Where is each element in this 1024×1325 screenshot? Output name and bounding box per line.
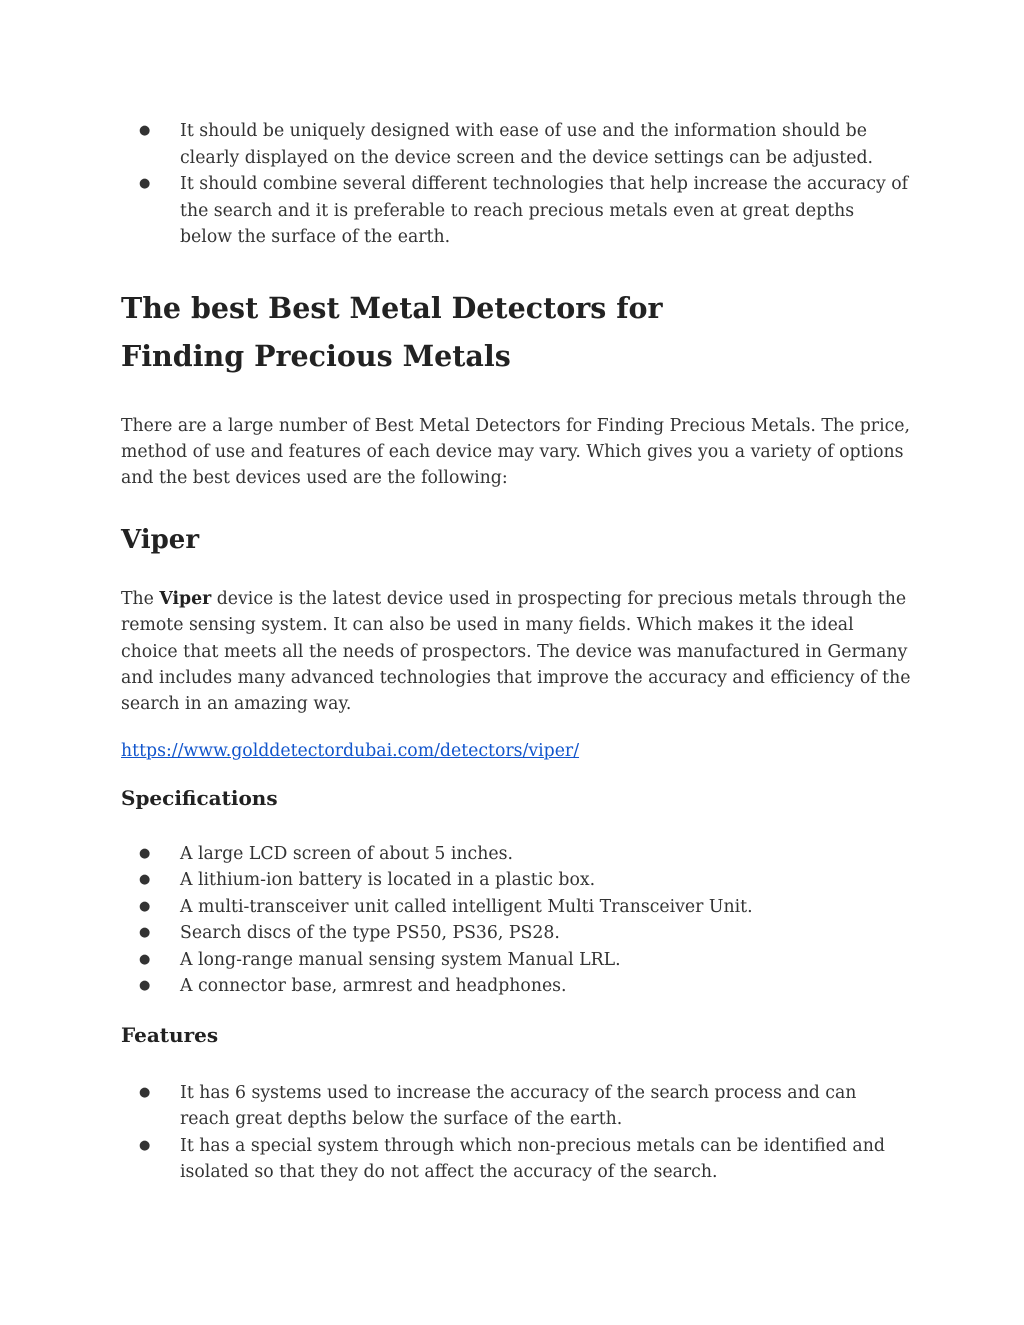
bullet-icon: ● — [139, 123, 151, 138]
list-item: ● It has a special system through which non-precious metals can be identified and isolated so that they do not affect the accuracy of the search. — [121, 1133, 911, 1186]
specifications-heading: Specifications — [121, 785, 278, 810]
bullet-icon: ● — [139, 845, 151, 861]
bullet-icon: ● — [139, 872, 151, 888]
intro-paragraph: There are a large number of Best Metal Detectors for Finding Precious Metals. The price, method of use and features of each device may vary. Which gives you a variety of options and the best devices used are the following: — [121, 415, 910, 489]
bullet-icon: ● — [139, 176, 151, 191]
features-heading: Features — [121, 1022, 219, 1047]
list-item: ● A long-range manual sensing system Manual LRL. — [121, 947, 911, 974]
features-list — [121, 1080, 911, 1186]
bullet-icon: ● — [139, 898, 151, 914]
list-item: ● Search discs of the type PS50, PS36, PS28. — [121, 920, 911, 947]
bullet-icon: ● — [139, 1084, 151, 1100]
list-item: ● It should be uniquely designed with ease of use and the information should be clearly displayed on the device screen and the device settings can be adjusted. — [121, 118, 911, 171]
list-item: ● It should combine several different technologies that help increase the accuracy of the search and it is preferable to reach precious metals even at great depths below the surface of the earth. — [121, 171, 911, 251]
intro-bullet-list — [121, 118, 911, 251]
specifications-list — [121, 841, 911, 1000]
bullet-icon: ● — [139, 1137, 151, 1153]
viper-link-row — [121, 738, 911, 764]
bullet-icon: ● — [139, 978, 151, 994]
viper-link[interactable]: https://www.golddetectordubai.com/detectors/viper/ — [121, 740, 580, 761]
viper-heading: Viper — [121, 524, 200, 555]
list-item: ● A multi-transceiver unit called intelligent Multi Transceiver Unit. — [121, 894, 911, 921]
list-item: ● A lithium-ion battery is located in a plastic box. — [121, 867, 911, 894]
viper-bold-name: Viper — [159, 588, 212, 609]
bullet-icon: ● — [139, 951, 151, 967]
list-item: ● A connector base, armrest and headphones. — [121, 973, 911, 1000]
list-item: ● It has 6 systems used to increase the accuracy of the search process and can reach great depths below the surface of the earth. — [121, 1080, 911, 1133]
viper-paragraph: The Viper device is the latest device used in prospecting for precious metals through the remote sensing system. It can also be used in many fields. Which makes it the ideal choice that meets all the needs of prospectors. The device was manufactured in Germany and includes many advanced technologies that improve the accuracy and efficiency of the search in an amazing way. — [121, 588, 911, 715]
document-page — [121, 118, 911, 1186]
main-heading: The best Best Metal Detectors for Finding Precious Metals — [121, 290, 663, 373]
list-item: ● A large LCD screen of about 5 inches. — [121, 841, 911, 868]
bullet-icon: ● — [139, 925, 151, 941]
